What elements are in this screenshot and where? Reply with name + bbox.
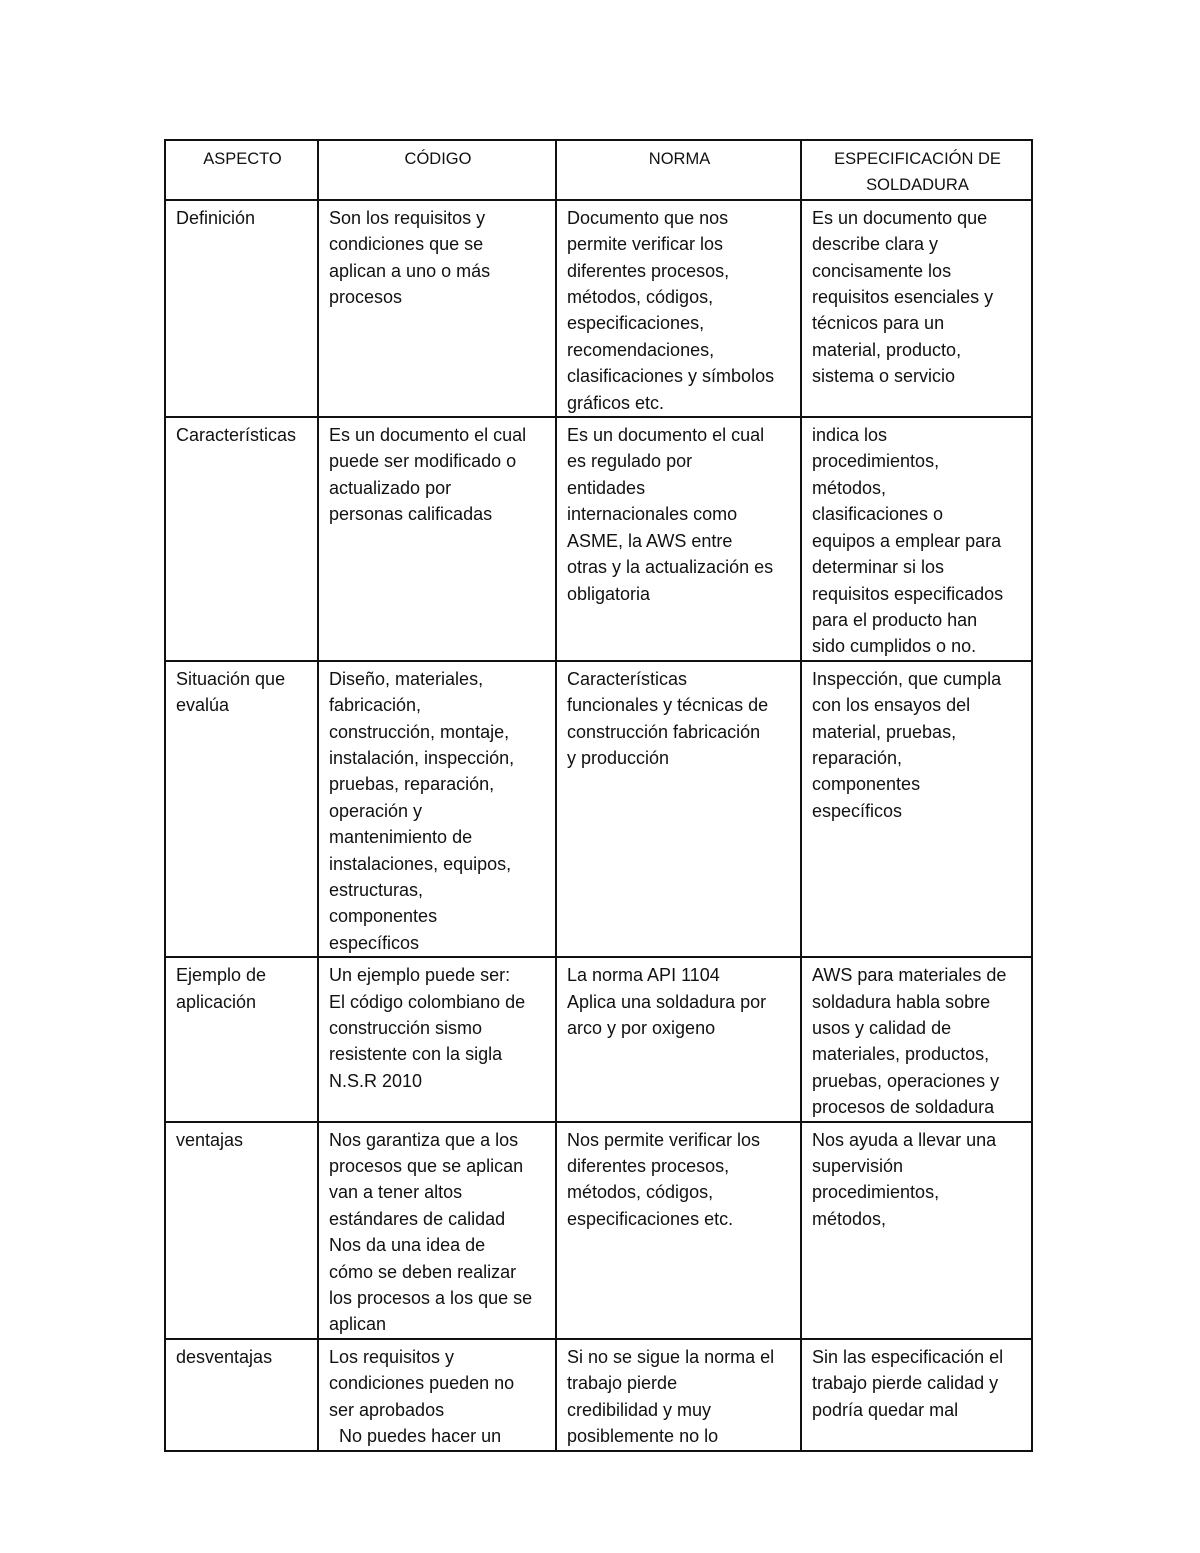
cell-especificacion: Inspección, que cumpla con los ensayos del material, pruebas, reparación, componentes específicos — [801, 661, 1032, 957]
cell-norma: La norma API 1104 Aplica una soldadura por arco y por oxigeno — [556, 957, 801, 1121]
cell-especificacion: Nos ayuda a llevar una supervisión procedimientos, métodos, — [801, 1122, 1032, 1339]
cell-aspecto: desventajas — [165, 1339, 318, 1451]
table-row — [165, 661, 1032, 957]
cell-codigo: Son los requisitos y condiciones que se aplican a uno o más procesos — [318, 200, 556, 417]
header-especificacion: ESPECIFICACIÓN DE SOLDADURA — [801, 140, 1032, 200]
table-row — [165, 200, 1032, 417]
cell-codigo: Es un documento el cual puede ser modificado o actualizado por personas calificadas — [318, 417, 556, 661]
cell-norma: Si no se sigue la norma el trabajo pierde credibilidad y muy posiblemente no lo — [556, 1339, 801, 1451]
cell-aspecto: Ejemplo de aplicación — [165, 957, 318, 1121]
cell-aspecto: Definición — [165, 200, 318, 417]
cell-norma: Documento que nos permite verificar los diferentes procesos, métodos, códigos, especificaciones, recomendaciones, clasificaciones y símbolos gráficos etc. — [556, 200, 801, 417]
table-header-row — [165, 140, 1032, 200]
table-row — [165, 1122, 1032, 1339]
cell-especificacion: AWS para materiales de soldadura habla sobre usos y calidad de materiales, productos, pruebas, operaciones y procesos de soldadura — [801, 957, 1032, 1121]
cell-codigo: Nos garantiza que a los procesos que se aplican van a tener altos estándares de calidad Nos da una idea de cómo se deben realizar los procesos a los que se aplican — [318, 1122, 556, 1339]
cell-codigo: Los requisitos y condiciones pueden no ser aprobados No puedes hacer un — [318, 1339, 556, 1451]
table-row — [165, 957, 1032, 1121]
cell-especificacion: Sin las especificación el trabajo pierde calidad y podría quedar mal — [801, 1339, 1032, 1451]
cell-aspecto: Situación que evalúa — [165, 661, 318, 957]
cell-codigo: Un ejemplo puede ser: El código colombiano de construcción sismo resistente con la sigla N.S.R 2010 — [318, 957, 556, 1121]
cell-aspecto: ventajas — [165, 1122, 318, 1339]
cell-norma: Nos permite verificar los diferentes procesos, métodos, códigos, especificaciones etc. — [556, 1122, 801, 1339]
table-row — [165, 1339, 1032, 1451]
comparison-table — [164, 139, 1033, 1452]
cell-aspecto: Características — [165, 417, 318, 661]
cell-codigo: Diseño, materiales, fabricación, construcción, montaje, instalación, inspección, pruebas, reparación, operación y mantenimiento de instalaciones, equipos, estructuras, componentes específicos — [318, 661, 556, 957]
cell-norma: Características funcionales y técnicas de construcción fabricación y producción — [556, 661, 801, 957]
table-row — [165, 417, 1032, 661]
header-codigo: CÓDIGO — [318, 140, 556, 200]
cell-especificacion: Es un documento que describe clara y concisamente los requisitos esenciales y técnicos para un material, producto, sistema o servicio — [801, 200, 1032, 417]
header-aspecto: ASPECTO — [165, 140, 318, 200]
cell-norma: Es un documento el cual es regulado por entidades internacionales como ASME, la AWS entre otras y la actualización es obligatoria — [556, 417, 801, 661]
cell-especificacion: indica los procedimientos, métodos, clasificaciones o equipos a emplear para determinar si los requisitos especificados para el producto han sido cumplidos o no. — [801, 417, 1032, 661]
header-norma: NORMA — [556, 140, 801, 200]
